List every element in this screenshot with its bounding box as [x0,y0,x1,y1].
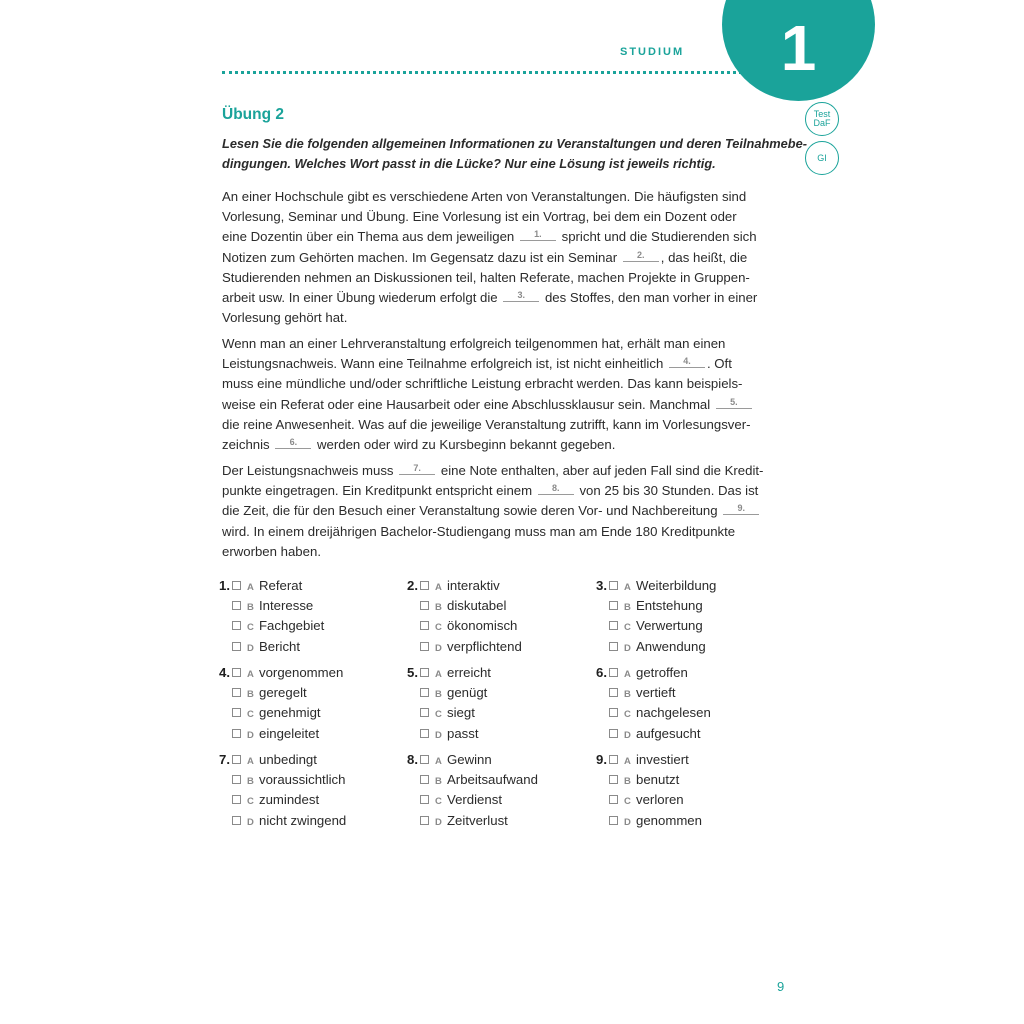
question-number: 6. [596,665,607,680]
question-7 [210,750,390,832]
option-letter: A [435,582,442,593]
text-line: muss eine mündliche und/oder schriftliche Leistung erbracht werden. Das kann beispiels- [222,376,743,392]
option-text: Anwendung [636,638,706,654]
checkbox-icon[interactable] [232,581,241,590]
option-letter: D [435,729,442,741]
text-line: Leistungsnachweis. Wann eine Teilnahme erfolgreich ist, ist nicht einheitlich 4. . Oft [222,356,732,372]
text-line: die reine Anwesenheit. Was auf die jeweilige Veranstaltung zutrifft, kann im Vorlesungsver- [222,416,751,432]
checkbox-icon[interactable] [420,708,429,717]
option-letter: B [624,776,631,788]
checkbox-icon[interactable] [420,795,429,804]
option-text: getroffen [636,665,688,680]
checkbox-icon[interactable] [232,755,241,764]
option-letter: A [435,669,442,680]
option-letter: D [435,642,442,654]
checkbox-icon[interactable] [420,642,429,651]
question-1 [210,576,390,658]
option-letter: A [435,756,442,767]
option-text: Verdienst [447,792,502,808]
question-3 [587,576,767,658]
option-text: Fachgebiet [259,618,325,634]
option-letter: B [247,602,254,614]
option-letter: D [247,729,254,741]
text-line: Der Leistungsnachweis muss 7. eine Note enthalten, aber auf jeden Fall sind die Kredit- [222,463,764,478]
option-text: vertieft [636,685,676,701]
option-text: verloren [636,792,684,808]
exercise-title: Übung 2 [222,106,284,123]
checkbox-icon[interactable] [232,708,241,717]
option-text: diskutabel [447,598,507,614]
checkbox-icon[interactable] [232,601,241,610]
answer-option[interactable] [232,576,302,598]
option-text: Weiterbildung [636,578,717,593]
section-label: STUDIUM [620,46,685,58]
question-number: 5. [407,665,418,680]
gap-6: 6. [275,436,311,449]
answer-option[interactable] [420,596,506,618]
option-text: passt [447,725,479,741]
question-number: 2. [407,578,418,593]
option-letter: B [435,776,442,788]
answer-option[interactable] [232,750,317,772]
answer-option[interactable] [609,811,702,833]
answer-option[interactable] [420,811,508,833]
chapter-tab [722,0,875,101]
option-text: Referat [259,578,303,593]
paragraph-3 [222,461,792,562]
badge-line: Test [813,109,831,119]
text-line: An einer Hochschule gibt es verschiedene Arten von Veranstaltungen. Die häufigsten sind [222,189,747,204]
answer-option[interactable] [232,637,300,659]
testdaf-badge [805,102,839,136]
option-letter: A [247,582,254,593]
option-text: interaktiv [447,578,500,593]
option-text: Interesse [259,598,314,614]
answer-option[interactable] [609,703,711,725]
answer-option[interactable] [232,703,321,725]
text-line: Studierenden nehmen an Diskussionen teil, halten Referate, machen Projekte in Gruppen- [222,269,750,285]
checkbox-icon[interactable] [232,816,241,825]
option-letter: B [247,776,254,788]
checkbox-icon[interactable] [609,729,618,738]
option-letter: C [624,622,631,634]
option-letter: B [247,689,254,701]
answer-option[interactable] [420,703,475,725]
answer-option[interactable] [609,790,684,812]
option-letter: C [435,796,442,808]
checkbox-icon[interactable] [609,668,618,677]
answer-option[interactable] [609,750,689,772]
paragraph-2 [222,334,792,455]
option-text: aufgesucht [636,725,701,741]
question-8 [398,750,578,832]
text-line: Wenn man an einer Lehrveranstaltung erfolgreich teilgenommen hat, erhält man einen [222,336,726,351]
option-text: siegt [447,705,475,721]
text-line: die Zeit, die für den Besuch einer Veranstaltung sowie deren Vor- und Nachbereitung 9. [222,501,792,521]
text-line: eine Dozentin über ein Thema aus dem jeweiligen 1. spricht und die Studierenden sich [222,229,757,245]
answer-option[interactable] [232,616,324,638]
checkbox-icon[interactable] [420,581,429,590]
answer-option[interactable] [609,637,706,659]
answer-option[interactable] [232,811,346,833]
exercise-instructions [222,134,807,174]
option-text: geregelt [259,685,307,701]
answer-option[interactable] [232,724,319,746]
checkbox-icon[interactable] [420,668,429,677]
option-text: Arbeitsaufwand [447,772,538,788]
gap-9: 9. [723,502,759,515]
instruction-line: dingungen. Welches Wort passt in die Lücke? Nur eine Lösung ist jeweils richtig. [222,156,716,171]
option-text: unbedingt [259,752,317,767]
checkbox-icon[interactable] [420,621,429,630]
question-9 [587,750,767,832]
option-letter: C [247,796,254,808]
option-letter: C [435,709,442,721]
text-line: Vorlesung, Seminar und Übung. Eine Vorlesung ist ein Vortrag, bei dem ein Dozent oder [222,209,737,225]
option-text: Zeitverlust [447,812,508,828]
checkbox-icon[interactable] [609,816,618,825]
answer-option[interactable] [420,663,491,685]
answer-option[interactable] [420,616,517,638]
option-letter: D [247,642,254,654]
option-text: Gewinn [447,752,492,767]
gap-3: 3. [503,289,539,302]
text-line: zeichnis 6. werden oder wird zu Kursbeginn bekannt gegeben. [222,437,616,453]
checkbox-icon[interactable] [609,601,618,610]
answer-option[interactable] [420,770,538,792]
checkbox-icon[interactable] [609,621,618,630]
gap-8: 8. [538,482,574,495]
gap-4: 4. [669,355,705,368]
text-line: punkte eingetragen. Ein Kreditpunkt entspricht einem 8. von 25 bis 30 Stunden. Das ist [222,483,759,499]
option-letter: A [624,669,631,680]
option-text: nachgelesen [636,705,711,721]
answer-option[interactable] [232,683,307,705]
checkbox-icon[interactable] [232,775,241,784]
answer-option[interactable] [232,770,346,792]
answer-option[interactable] [609,663,688,685]
checkbox-icon[interactable] [609,755,618,764]
question-number: 1. [219,578,230,593]
text-line: erworben haben. [222,543,321,559]
option-text: verpflichtend [447,638,522,654]
option-text: eingeleitet [259,725,320,741]
badge-line: DaF [813,118,831,128]
paragraph-1 [222,187,792,328]
checkbox-icon[interactable] [232,668,241,677]
question-number: 8. [407,752,418,767]
option-text: genommen [636,812,702,828]
checkbox-icon[interactable] [609,795,618,804]
option-text: Bericht [259,638,301,654]
option-letter: D [624,729,631,741]
option-letter: C [247,622,254,634]
option-text: genügt [447,685,488,701]
gi-badge [805,141,839,175]
option-text: investiert [636,752,689,767]
option-letter: D [247,816,254,828]
question-number: 7. [219,752,230,767]
checkbox-icon[interactable] [232,688,241,697]
option-letter: B [435,689,442,701]
dotted-divider [222,71,742,74]
checkbox-icon[interactable] [420,755,429,764]
answer-option[interactable] [609,596,703,618]
option-letter: A [247,756,254,767]
badge-line: GI [817,152,827,163]
question-4 [210,663,390,745]
option-text: ökonomisch [447,618,518,634]
option-text: benutzt [636,772,680,788]
option-text: zumindest [259,792,320,808]
chapter-number: 1 [780,11,817,84]
option-letter: B [435,602,442,614]
option-letter: C [435,622,442,634]
question-number: 4. [219,665,230,680]
page-number: 9 [777,979,785,994]
text-line: wird. In einem dreijährigen Bachelor-Studiengang muss man am Ende 180 Kreditpunkte [222,523,736,539]
gap-2: 2. [623,249,659,262]
gap-7: 7. [399,462,435,475]
answer-option[interactable] [420,637,522,659]
checkbox-icon[interactable] [609,708,618,717]
answer-option[interactable] [609,724,701,746]
option-letter: D [624,816,631,828]
question-number: 9. [596,752,607,767]
text-line: Notizen zum Gehörten machen. Im Gegensatz dazu ist ein Seminar 2. , das heißt, die [222,249,748,265]
gap-1: 1. [520,228,556,241]
option-letter: C [624,796,631,808]
question-6 [587,663,767,745]
question-2 [398,576,578,658]
answer-option[interactable] [232,596,313,618]
instruction-line: Lesen Sie die folgenden allgemeinen Informationen zu Veranstaltungen und deren Teilnahmebe- [222,136,807,151]
option-letter: B [624,689,631,701]
option-text: vorgenommen [259,665,344,680]
option-letter: C [624,709,631,721]
answer-option[interactable] [609,576,716,598]
checkbox-icon[interactable] [232,795,241,804]
checkbox-icon[interactable] [609,775,618,784]
answer-option[interactable] [420,750,492,772]
answer-option[interactable] [420,724,479,746]
option-text: nicht zwingend [259,812,347,828]
answer-option[interactable] [420,790,502,812]
checkbox-icon[interactable] [609,642,618,651]
checkbox-icon[interactable] [609,581,618,590]
checkbox-icon[interactable] [232,621,241,630]
option-text: Verwertung [636,618,703,634]
answer-option[interactable] [232,790,319,812]
answer-option[interactable] [232,663,343,685]
answer-option[interactable] [609,616,703,638]
text-line: Vorlesung gehört hat. [222,310,348,326]
answer-option[interactable] [420,683,487,705]
option-letter: A [247,669,254,680]
option-text: genehmigt [259,705,321,721]
text-line: arbeit usw. In einer Übung wiederum erfolgt die 3. des Stoffes, den man vorher in einer [222,290,758,306]
option-letter: B [624,602,631,614]
answer-option[interactable] [420,576,500,598]
checkbox-icon[interactable] [420,688,429,697]
checkbox-icon[interactable] [609,688,618,697]
option-text: erreicht [447,665,491,680]
text-line: weise ein Referat oder eine Hausarbeit oder eine Abschlussklausur sein. Manchmal 5. [222,395,792,415]
checkbox-icon[interactable] [232,729,241,738]
answer-option[interactable] [609,683,676,705]
option-letter: D [435,816,442,828]
question-5 [398,663,578,745]
option-text: Entstehung [636,598,703,614]
option-letter: C [247,709,254,721]
gap-5: 5. [716,396,752,409]
question-number: 3. [596,578,607,593]
option-letter: A [624,582,631,593]
checkbox-icon[interactable] [420,816,429,825]
checkbox-icon[interactable] [420,775,429,784]
checkbox-icon[interactable] [420,601,429,610]
checkbox-icon[interactable] [232,642,241,651]
checkbox-icon[interactable] [420,729,429,738]
answer-option[interactable] [609,770,679,792]
option-letter: A [624,756,631,767]
option-text: voraussichtlich [259,772,346,788]
option-letter: D [624,642,631,654]
